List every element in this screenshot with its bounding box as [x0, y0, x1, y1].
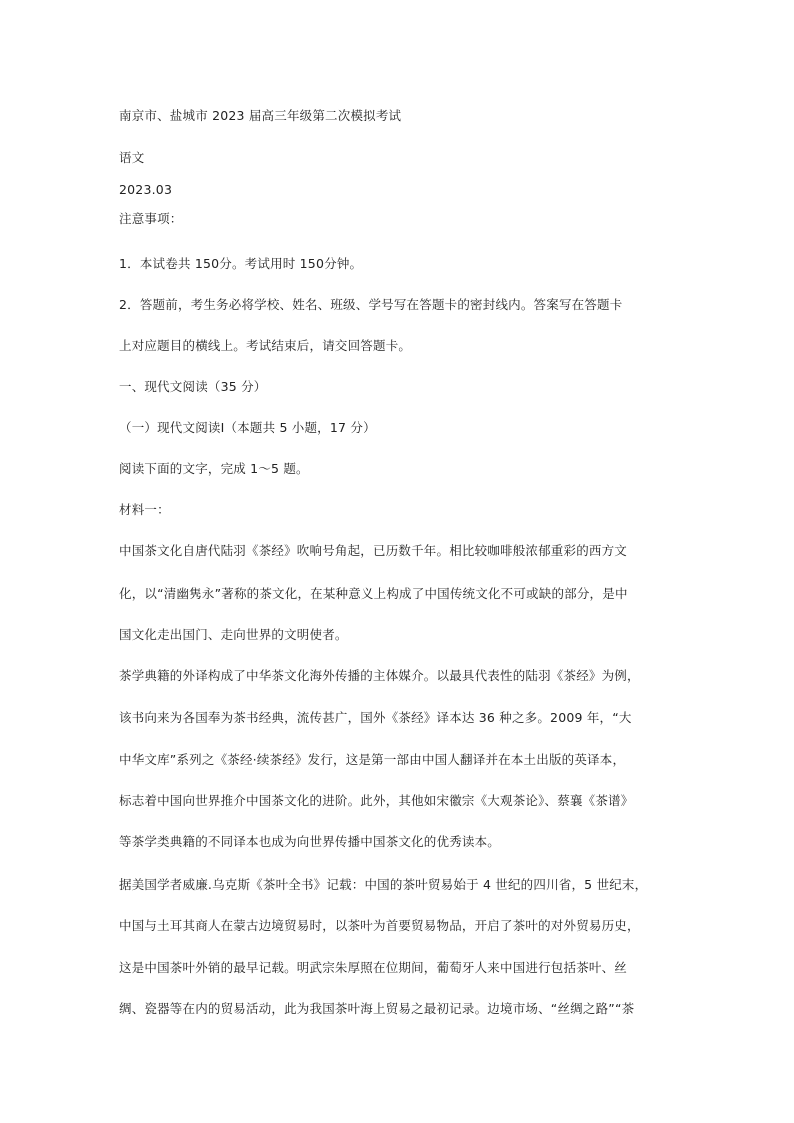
reading-instruction: 阅读下面的文字，完成 1～5 题。 — [119, 461, 309, 476]
paragraph-2-line-5: 等茶学类典籍的不同译本也成为向世界传播中国茶文化的优秀读本。 — [119, 834, 501, 849]
paragraph-3-line-3: 这是中国茶叶外销的最早记载。明武宗朱厚照在位期间，葡萄牙人来中国进行包括茶叶、丝 — [119, 960, 628, 975]
notice-heading: 注意事项： — [119, 211, 183, 226]
paragraph-2-line-1: 茶学典籍的外译构成了中华茶文化海外传播的主体媒介。以最具代表性的陆羽《茶经》为例， — [119, 668, 640, 683]
exam-title: 南京市、盐城市 2023 届高三年级第二次模拟考试 — [119, 108, 402, 123]
paragraph-2-line-3: 中华文库”系列之《茶经·续茶经》发行，这是第一部由中国人翻译并在本土出版的英译本， — [119, 752, 626, 767]
paragraph-1-line-1: 中国茶文化自唐代陆羽《茶经》吹响号角起，已历数千年。相比较咖啡般浓郁重彩的西方文 — [119, 543, 628, 558]
paragraph-2-line-2: 该书向来为各国奉为茶书经典，流传甚广，国外《茶经》译本达 36 种之多。2009 年，“大 — [119, 710, 632, 725]
paragraph-3-line-4: 绸、瓷器等在内的贸易活动，此为我国茶叶海上贸易之最初记录。边境市场、“丝绸之路”“茶 — [119, 1001, 635, 1016]
notice-item-2-line-2: 上对应题目的横线上。考试结束后，请交回答题卡。 — [119, 338, 412, 353]
paragraph-2-line-4: 标志着中国向世界推介中国茶文化的进阶。此外，其他如宋徽宗《大观茶论》、蔡襄《茶谱》 — [119, 793, 634, 808]
section-heading: 一、现代文阅读（35 分） — [119, 379, 267, 394]
notice-item-1: 1．本试卷共 150分。考试用时 150分钟。 — [119, 256, 363, 271]
paragraph-1-line-3: 国文化走出国门、走向世界的文明使者。 — [119, 627, 348, 642]
paragraph-3-line-2: 中国与土耳其商人在蒙古边境贸易时，以茶叶为首要贸易物品，开启了茶叶的对外贸易历史， — [119, 918, 640, 933]
subsection-heading: （一）现代文阅读Ⅰ（本题共 5 小题，17 分） — [119, 420, 376, 435]
subject-label: 语文 — [119, 150, 145, 165]
paragraph-3-line-1: 据美国学者威廉.乌克斯《茶叶全书》记载：中国的茶叶贸易始于 4 世纪的四川省，5 世纪末， — [119, 877, 648, 892]
notice-item-2-line-1: 2．答题前，考生务必将学校、姓名、班级、学号写在答题卡的密封线内。答案写在答题卡 — [119, 297, 623, 312]
exam-date: 2023.03 — [119, 182, 173, 197]
material-label: 材料一： — [119, 502, 170, 517]
paragraph-1-line-2: 化，以“清幽隽永”著称的茶文化，在某种意义上构成了中国传统文化不可或缺的部分，是中 — [119, 586, 628, 601]
